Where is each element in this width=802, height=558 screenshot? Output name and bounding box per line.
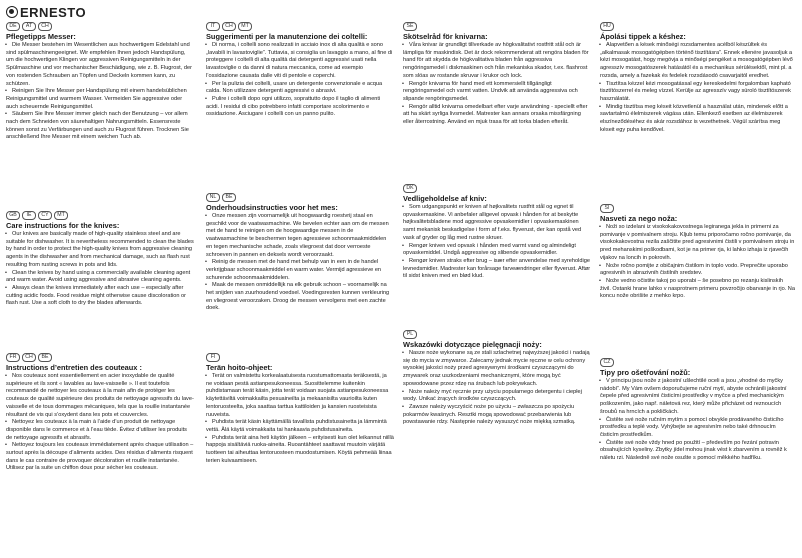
instruction-list [206,213,394,313]
brand-name: ERNESTO [20,4,87,20]
section-heading: Vedligeholdelse af kniv: [403,194,487,203]
instruction-list [206,373,394,465]
country-badge: AT [22,22,36,31]
column-1 [6,0,194,558]
instruction-item: • Di norma, i coltelli sono realizzati in acciaio inox di alta qualità e sono „lavabili in lavastoviglie“. Tuttavia, si consiglia un lavaggio a mano, al fine di proteggere i coltelli di alta qualità dai detergenti aggressivi usati nella lavastoviglie o da danni di natura meccanica, come ad esempio l’ossidazione causata dalle viti di pentole e coperchi. [206,42,394,81]
country-badges [6,211,194,220]
instruction-item: • Čistěte své nože vždy hned po použití – především po řezání potravin obsahujících kyseliny. Zbytky jídel mohou jinak vést k zbarvením a rovněž k náletu rzi. Následně své nože osušte s pomocí měkkého hadříku. [600,440,795,463]
instruction-item: • Die Messer bestehen im Wesentlichen aus hochwertigem Edelstahl und sind spülmaschinengeeignet. Wir empfehlen Ihnen jedoch Handspülung, um die hochwertigen Klingen vor aggressiven Reinigungsmitteln in der Spülmaschine und vor mechanischer Beschädigung, wie z. B. Flugrost, der von rostenden Schrauben an Töpfen und Deckeln kommen kann, zu schützen. [6,42,194,88]
section-de [6,22,194,142]
country-badges [403,330,591,339]
country-badge: FR [6,353,20,362]
instruction-item: • Terät on valmistettu korkealaatuisesta ruostumattomasta teräksestä, ja ne voidaan pestä astianpesukoneessa. Suosittelemme kuitenkin puhdistamaan terät käsin, jotta terät voidaan suojata astianpesukoneessa käytettäviltä voimakkailta pesuaineilta ja mekaanisilta vaurioilta kuten lentoruosteelta, joka saattaa tarttua kattiloiden ja kansien ruosteisista ruuveista. [206,373,394,419]
instruction-item: • Noże należy myć ręcznie przy użyciu popularnego detergentu i ciepłej wody. Unikać żrących środków czyszczących. [403,389,591,404]
country-badge: FI [206,353,220,362]
section-cz [600,358,795,463]
instruction-item: • Nettoyez toujours les couteaux immédiatement après chaque utilisation – surtout après la découpe d’aliments acides. Des résidus d’aliments risquent dans le cas contraire de provoquer décoloration et rouille instantanée. Utilisez par la suite un chiffon doux pour sécher les couteaux. [6,442,194,473]
instruction-item: • Mindig tisztítsa meg késeit közvetlenül a használat után, mindenek előtt a savtartalmú élelmiszerek vágása után. Ellenkező esetben az élelmiszerek elszíneződéséhez és akár rozsdához is vezethetnek. Végül szárítsa meg késeit egy puha kendővel. [600,104,795,135]
instruction-item: • Reinig de messen met de hand met behulp van in een in de handel verkrijgbaar schoonmaakmiddel en warm water. Vermijd agressieve en schurende schoonmaakmiddelen. [206,259,394,282]
country-badge: HU [600,22,614,31]
country-badge: SI [600,204,614,213]
section-heading: Ápolási tippek a késhez: [600,32,686,41]
instruction-list [6,373,194,473]
section-heading: Nasveti za nego noža: [600,214,678,223]
column-2 [206,0,394,558]
instruction-item: • V principu jsou nože z jakostní ušlechtilé oceli a jsou „vhodné do myčky nádobí“. My Vám ovšem doporučujeme ruční mytí, abyste ochránili jakostní čepele před agresivními čisticími prostředky v myčce a před mechanickým poškozením, jako např. náletová rez, který může přicházet od reznoucích šroubů na hrncích a pokličkách. [600,378,795,417]
instruction-list [403,350,591,427]
instruction-list [206,42,394,119]
instruction-item: • Onze messen zijn voornamelijk uit hoogwaardig roestvrij staal en geschikt voor de vaatwasmachine. We bevelen echter aan om de messen met de hand te reinigen om de hoogwaardige messen in de vaatwasmachine te beschermen tegen agressieve schoonmaakmiddelen en tegen mechanische schade, zoals vliegroest dat door verroeste schroeven in pannen en deksels wordt veroorzaakt. [206,213,394,259]
instruction-list [6,231,194,308]
country-badge: DK [403,184,417,193]
country-badges [600,22,795,31]
section-it [206,22,394,119]
instruction-list [6,42,194,142]
country-badge: IE [22,211,36,220]
country-badges [6,353,194,362]
instruction-item: • Rengør kniven ved opvask i hånden med varmt vand og almindeligt opvaskemiddel. Undgå aggressive og slibende opvaskemidler. [403,243,591,258]
country-badge: BE [222,193,236,202]
column-3 [403,0,591,558]
instruction-item: • Reinigen Sie Ihre Messer per Handspülung mit einem handelsüblichen Reinigungsmittel und warmem Wasser. Vermeiden Sie aggressive oder auch scheuernde Reinigungsmittel. [6,88,194,111]
country-badges [600,358,795,367]
instruction-item: • Always clean the knives immediately after each use – especially after cutting acidic foods. Food residue might otherwise cause discoloration or flash rust. Use a soft cloth to dry the blades afterwards. [6,285,194,308]
country-badge: IT [206,22,220,31]
section-hu [600,22,795,134]
column-4 [600,0,795,558]
instruction-item: • Rengör alltid knivarna omedelbart efter varje användning - speciellt efter att ha skärt syrliga livsmedel. Matrester kan annars orsaka missfärgning eller återrostning. Använd en mjuk trasa för att torka bladen efteråt. [403,104,591,127]
section-pl [403,330,591,427]
section-fr [6,353,194,473]
country-badge: CH [222,22,236,31]
country-badge: MT [238,22,252,31]
instruction-list [600,224,795,301]
instruction-item: • Tisztítsa kézzel kézi mosogatással egy kereskedelmi forgalomban kapható tisztítószerrel és meleg vízzel. Kerülje az agresszív vagy súroló tisztítószerek használatát. [600,81,795,104]
country-badges [600,204,795,213]
country-badges [403,22,591,31]
section-fi [206,353,394,465]
instruction-item: • Per la pulizia dei coltelli, usare un detergente convenzionale e acqua calda. Non utilizzare detergenti aggressivi o abrasivi. [206,81,394,96]
instruction-item: • Čistěte své nože ručním mytím s pomocí obvykle prodávaného čisticího prostředku a teplé vody. Vyhýbejte se agresivním nebo také drhnoucím čisticím prostředkům. [600,417,795,440]
instruction-item: • Nože vedno očistite takoj po uporabi – še posebno po rezanju kislinskih živil. Ostanki hrane lahko v nasprotnem primeru povzročijo obarvanje in rjo. Na koncu nože obrišite z mehko krpo. [600,278,795,301]
instruction-item: • Puhdista terät käsin käyttämällä tavallista puhdistusainetta ja lämmintä vettä. Älä käytä voimakkaita tai hankaavia puhdistusaineita. [206,419,394,434]
instruction-item: • Puhdista terät aina heti käytön jälkeen – erityisesti kun olet leikannut niillä happoja sisältäviä ruoka-aineita. Ruoantähteet saattavat muutoin värjätä tuotteen tai aiheuttaa lentoruosteen muodostumisen. Köytä pehmeää liinaa terien kuivaamiseen. [206,435,394,466]
country-badge: BE [38,353,52,362]
section-se [403,22,591,127]
country-badge: GB [6,211,20,220]
instruction-item: • Nos couteaux sont essentiellement en acier inoxydable de qualité supérieure et ils sont « lavables au lave-vaisselle ». Il est toutefois recommandé de nettoyer les couteaux à la main afin de protéger les couteaux de qualité supérieure des produits de nettoyage agressifs du lave-vaisselle et de tous dommages mécaniques, tels que la rouille instantanée résultant de vis qui s’oxydent dans les pots et couvercles. [6,373,194,419]
country-badge: CZ [600,358,614,367]
instruction-list [600,42,795,134]
country-badges [206,22,394,31]
section-heading: Suggerimenti per la manutenzione dei coltelli: [206,32,368,41]
section-nl [206,193,394,313]
country-badges [206,353,394,362]
section-heading: Care instructions for the knives: [6,221,120,230]
section-heading: Terän hoito-ohjeet: [206,363,273,372]
section-heading: Tipy pro ošetřování nožů: [600,368,691,377]
country-badge: CH [22,353,36,362]
country-badges [403,184,591,193]
instruction-list [600,378,795,463]
instruction-list [403,204,591,281]
instruction-item: • Som udgangspunkt er kniven af højkvalitets rustfrit stål og egnet til opvaskemaskine. Vi anbefaler alligevel opvask i hånden for at beskytte højkvalitetsbladene mod aggressive opvaskemidler i opvaskemaskinen samt mekanisk beskadigelse i form af f.eks. flyverust, der kan opstå ved vask af gryder og låg med rustne skruer. [403,204,591,243]
section-heading: Instructions d’entretien des couteaux : [6,363,142,372]
country-badge: CY [38,211,52,220]
instruction-item: • Rengør kniven straks efter brug – især efter anvendelse med syreholdige levnedsmidler. Madrester kan forårsage farveændringer eller flyverust. Aftør til sidst kniven med en blød klud. [403,258,591,281]
instruction-item: • Noži so izdelani iz visokokakovostnega legiranega jekla in primerni za pomivanje v pomivalnem stroju. Kljub temu priporočamo ročno pomivanje, da visokokakovostna rezila zaščitite pred agresivnimi čistili v pomivalnem stroju in pred mehanskimi poškodbami, kot je na primer rja, ki lahko izhaja iz rjavečih vijakov na loncih in pokrovih. [600,224,795,263]
country-badges [206,193,394,202]
country-badges [6,22,194,31]
instruction-item: • Rengör knivarna för hand med ett kommersiellt tillgängligt rengöringsmedel och varmt vatten. Undvik att använda aggressiva och slipande rengöringsmedel. [403,81,591,104]
section-heading: Onderhoudsinstructies voor het mes: [206,203,338,212]
country-badge: NL [206,193,220,202]
instruction-item: • Nettoyez les couteaux à la main à l’aide d’un produit de nettoyage disponible dans le commerce et à l’eau tiède. Évitez d’utiliser les produits de nettoyage agressifs et abrasifs. [6,419,194,442]
instruction-item: • Our knives are basically made of high-quality stainless steel and are suitable for dishwasher. It is nevertheless recommended to clean the blades by hand in order to protect the high-quality knives from aggressive cleaning agents in the dishwasher and from mechanical damage, such as flash rust resulting from rusting screws in pots and lids. [6,231,194,270]
section-heading: Skötselråd för knivarna: [403,32,488,41]
section-gb [6,211,194,308]
instruction-item: • Alapvetően a kések minőségi rozsdamentes acélból készültek és „alkalmasak mosogatógépben történő tisztításra”. Ennek ellenére javasoljuk a kézi mosogatást, hogy megóvja a minőségi pengéket a mosogatógépben lévő agresszív mosogatószerek hatásától és a mechanikus sérülésektől, mint pl. a rozsda, amely a fazekak és fedelek rozsdásodó csavarjaitól eredhet. [600,42,795,81]
section-dk [403,184,591,281]
instruction-item: • Clean the knives by hand using a commercially available cleaning agent and warm water. Avoid using aggressive and abrasive cleaning agents. [6,270,194,285]
instruction-item: • Pulire i coltelli dopo ogni utilizzo, soprattutto dopo il taglio di alimenti acidi. I residui di cibo potrebbero infatti comportare scolorimento e ossidazione. Asciugare i coltelli con un panno pulito. [206,96,394,119]
instruction-item: • Maak de messen onmiddellijk na elk gebruik schoon – voornamelijk na het snijden van zuurhoudend voedsel. Voedingsresten kunnen verkleuring en vliegroest veroorzaken. Droog de messen vervolgens met een zachte doek. [206,282,394,313]
instruction-item: • Nože ročno pomijte z običajnim čistilom in toplo vodo. Preprečite uporabo agresivnih in abrazivnih čistilnih sredstev. [600,263,795,278]
instruction-item: • Våra knivar är grundligt tillverkade av högkvalitativt rostfritt stål och är lämpliga för maskindisk. Det är dock rekommenderat att rengöra bladen för hand för att skydda de högkvalitativa bladen från aggressiva rengöringsmedel i diskmaskinen och från mekaniska skador, t.ex. flashrost som slöas av rostande skruvar i krukor och lock. [403,42,591,81]
instruction-item: • Säubern Sie Ihre Messer immer gleich nach der Benutzung – vor allem nach dem Schneiden von säurehaltigen Nahrungsmitteln. Essensreste können sonst zu Verfärbungen und auch zu Flugrost führen. Trocknen Sie anschließend Ihre Messer mit einem weichen Tuch ab. [6,111,194,142]
instruction-item: • Nasze noże wykonane są ze stali szlachetnej najwyższej jakości i nadają się do mycia w zmywarce. Zalecamy jednak mycie ręczne w celu ochrony wysokiej jakości noży przed agresywnymi środkami czyszczącymi do zmywarek oraz uszkodzeniami mechanicznymi, które mogą być spowodowane przez rdzę na śrubach lub pokrywkach. [403,350,591,389]
section-heading: Wskazówki dotyczące pielęgnacji noży: [403,340,542,349]
instruction-item: • Zawsze należy wyczyścić noże po użyciu – zwłaszcza po spożyciu pokarmów kwaśnych. Resztki mogą spowodować przebarwienia lub powstawanie rdzy. Następnie należy wysuszyć noże miękką szmatką. [403,404,591,427]
country-badge: SE [403,22,417,31]
country-badge: MT [54,211,68,220]
country-badge: CH [38,22,52,31]
country-badge: DE [6,22,20,31]
section-heading: Pflegetipps Messer: [6,32,76,41]
section-si [600,204,795,301]
country-badge: PL [403,330,417,339]
instruction-list [403,42,591,127]
